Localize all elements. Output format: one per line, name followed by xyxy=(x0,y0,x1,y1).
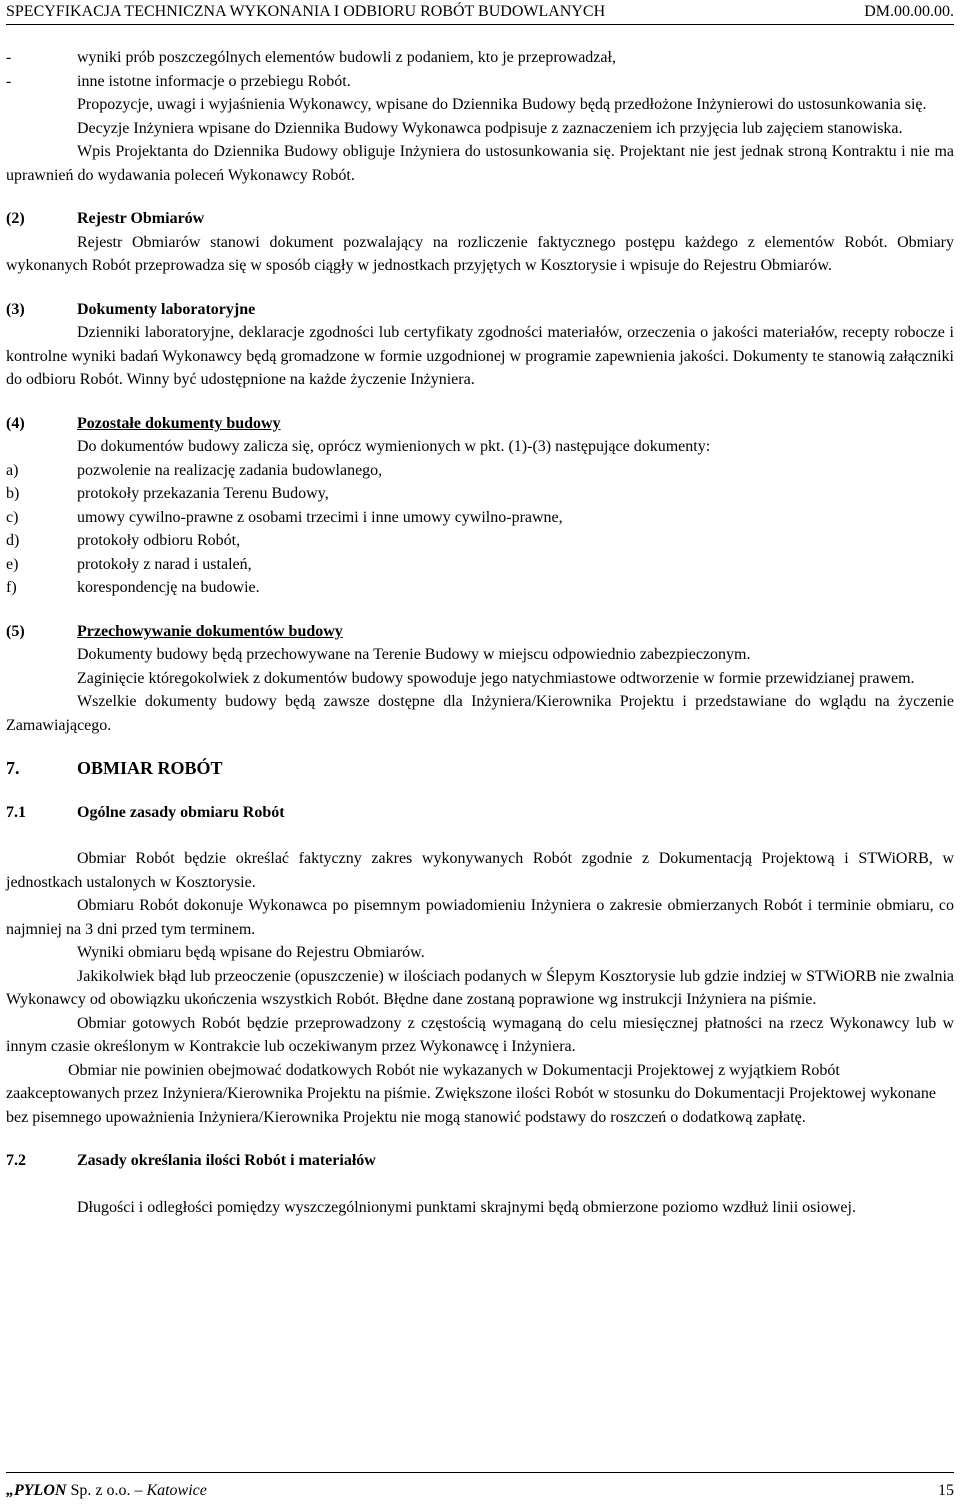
company-suffix: Sp. z o.o. – xyxy=(66,1482,147,1499)
company-name: „PYLON xyxy=(6,1482,67,1499)
dash-marker: - xyxy=(6,49,12,66)
section-number: (4) xyxy=(6,414,25,432)
list-item xyxy=(6,553,954,577)
list-text: protokoły przekazania Terenu Budowy, xyxy=(77,485,329,502)
paragraph: Zaginięcie któregokolwiek z dokumentów budowy spowoduje jego natychmiastowe odtworzenie w formie przewidzianej prawem. xyxy=(77,669,915,687)
list-marker: c) xyxy=(6,508,19,526)
section-number: (2) xyxy=(6,210,25,227)
header-title: SPECYFIKACJA TECHNICZNA WYKONANIA I ODBIORU ROBÓT BUDOWLANYCH xyxy=(6,3,606,20)
section-heading xyxy=(6,412,954,436)
list-text: pozwolenie na realizację zadania budowlanego, xyxy=(77,461,383,479)
paragraph: Do dokumentów budowy zalicza się, oprócz wymienionych w pkt. (1)-(3) następujące dokumenty: xyxy=(77,438,711,455)
section-title: Rejestr Obmiarów xyxy=(77,210,205,227)
list-marker: e) xyxy=(6,555,19,573)
section-heading xyxy=(6,620,954,644)
subchapter-number: 7.1 xyxy=(6,803,26,821)
section-number: (3) xyxy=(6,300,25,318)
page-header xyxy=(6,0,954,25)
chapter-title: OBMIAR ROBÓT xyxy=(77,758,223,778)
section-title: Pozostałe dokumenty budowy xyxy=(77,414,281,432)
paragraph: Dokumenty budowy będą przechowywane na Terenie Budowy w miejscu odpowiednio zabezpieczonym. xyxy=(77,646,751,663)
paragraph: Obmiar Robót będzie określać faktyczny zakres wykonywanych Robót zgodnie z Dokumentacją Projektową i STWiORB, w jednostkach ustalonych w Kosztorysie. xyxy=(6,850,954,891)
paragraph: Propozycje, uwagi i wyjaśnienia Wykonawcy, wpisane do Dziennika Budowy będą przedłożone Inżynierowi do ustosunkowania się. xyxy=(77,96,927,113)
section-heading xyxy=(6,298,954,322)
subchapter-heading xyxy=(6,1149,954,1173)
paragraph: Długości i odległości pomiędzy wyszczególnionymi punktami skrajnymi będą obmierzone poziomo wzdłuż linii osiowej. xyxy=(77,1198,856,1216)
list-item xyxy=(6,482,954,506)
section-heading xyxy=(6,207,954,231)
list-marker: b) xyxy=(6,485,20,502)
dash-text: wyniki prób poszczególnych elementów budowli z podaniem, kto je przeprowadzał, xyxy=(77,49,616,66)
paragraph: Dzienniki laboratoryjne, deklaracje zgodności lub certyfikaty zgodności materiałów, orzeczenia o jakości materiałów, recepty robocze i kontrolne wyniki badań Wykonawcy będą gromadzone w formie uzgodnionej w programie zapewnienia jakości. Dokumenty te stanowią załączniki do odbioru Robót. Winny być udostępnione na każde życzenie Inżyniera. xyxy=(6,324,954,388)
subchapter-title: Ogólne zasady obmiaru Robót xyxy=(77,803,285,821)
paragraph: Obmiar gotowych Robót będzie przeprowadzony z częstością wymaganą do celu miesięcznej płatności na rzecz Wykonawcy lub w innym czasie określonym w Kontrakcie lub oczekiwanym przez Wykonawcę i Inżyniera. xyxy=(6,1014,954,1055)
paragraph: Wyniki obmiaru będą wpisane do Rejestru Obmiarów. xyxy=(77,944,425,961)
page-number: 15 xyxy=(938,1482,954,1499)
page-footer xyxy=(6,1472,954,1501)
list-item xyxy=(6,506,954,530)
paragraph: Decyzje Inżyniera wpisane do Dziennika Budowy Wykonawca podpisuje z zaznaczeniem ich przyjęcia lub zajęciem stanowiska. xyxy=(77,119,903,137)
subchapter-title: Zasady określania ilości Robót i materiałów xyxy=(77,1152,376,1169)
subchapter-heading xyxy=(6,801,954,825)
header-code: DM.00.00.00. xyxy=(864,3,954,20)
list-text: umowy cywilno-prawne z osobami trzecimi i inne umowy cywilno-prawne, xyxy=(77,508,563,526)
section-number: (5) xyxy=(6,622,25,640)
list-marker: f) xyxy=(6,579,17,596)
paragraph: Wszelkie dokumenty budowy będą zawsze dostępne dla Inżyniera/Kierownika Projektu i przedstawiane do wglądu na życzenie Zamawiającego. xyxy=(6,693,954,734)
section-title: Dokumenty laboratoryjne xyxy=(77,300,256,318)
paragraph: Obmiar nie powinien obejmować dodatkowych Robót nie wykazanych w Dokumentacji Projektowej z wyjątkiem Robót zaakceptowanych przez Inżyniera/Kierownika Projektu na piśmie. Zwiększone ilości Robót w stosunku do Dokumentacji Projektowej wykonane bez pisemnego upoważnienia Inżyniera/Kierownika Projektu nie mogą stanowić podstawy do roszczeń o dodatkową zapłatę. xyxy=(6,1061,936,1126)
dash-item xyxy=(6,46,954,70)
list-item xyxy=(6,459,954,483)
dash-text: inne istotne informacje o przebiegu Robót. xyxy=(77,72,351,90)
company-city: Katowice xyxy=(146,1482,207,1499)
paragraph: Wpis Projektanta do Dziennika Budowy obliguje Inżyniera do ustosunkowania się. Projektant nie jest jednak stroną Kontraktu i nie ma uprawnień do wydawania poleceń Wykonawcy Robót. xyxy=(6,143,954,184)
section-title: Przechowywanie dokumentów budowy xyxy=(77,622,343,640)
chapter-heading xyxy=(6,757,954,781)
list-marker: d) xyxy=(6,532,20,549)
list-text: protokoły odbioru Robót, xyxy=(77,532,241,549)
list-text: protokoły z narad i ustaleń, xyxy=(77,555,252,573)
paragraph: Jakikolwiek błąd lub przeoczenie (opuszczenie) w ilościach podanych w Ślepym Kosztorysie lub gdzie indziej w STWiORB nie zwalnia Wykonawcy od obowiązku ukończenia wszystkich Robót. Błędne dane zostaną poprawione wg instrukcji Inżyniera na piśmie. xyxy=(6,967,954,1008)
dash-item xyxy=(6,70,954,94)
paragraph: Obmiaru Robót dokonuje Wykonawca po pisemnym powiadomieniu Inżyniera o zakresie obmierzanych Robót i terminie obmiaru, co najmniej na 3 dni przed tym terminem. xyxy=(6,897,954,938)
paragraph: Rejestr Obmiarów stanowi dokument pozwalający na rozliczenie faktycznego postępu każdego z elementów Robót. Obmiary wykonanych Robót przeprowadza się w sposób ciągły w jednostkach przyjętych w Kosztorysie i wpisuje do Rejestru Obmiarów. xyxy=(6,233,954,274)
list-text: korespondencję na budowie. xyxy=(77,579,260,596)
chapter-number: 7. xyxy=(6,758,20,778)
page-content xyxy=(6,46,954,1219)
list-item xyxy=(6,529,954,553)
dash-marker: - xyxy=(6,72,12,90)
list-item xyxy=(6,576,954,600)
list-marker: a) xyxy=(6,461,19,479)
footer-company xyxy=(6,1477,207,1505)
subchapter-number: 7.2 xyxy=(6,1152,26,1169)
